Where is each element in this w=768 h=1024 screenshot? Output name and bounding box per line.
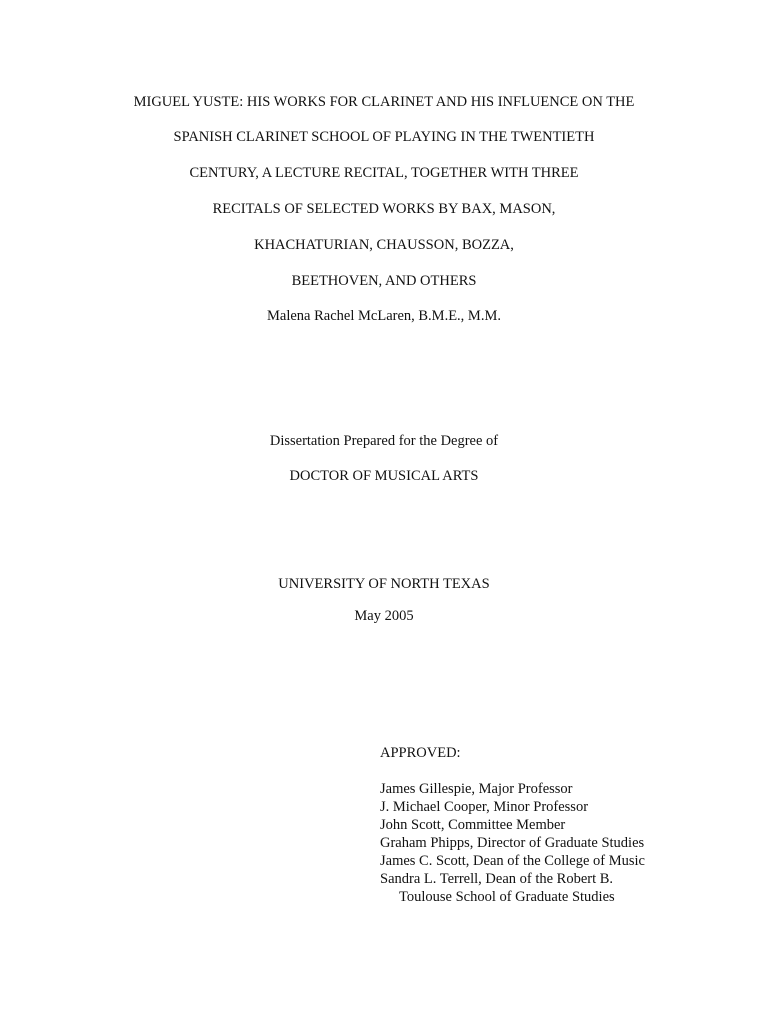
university-name: UNIVERSITY OF NORTH TEXAS [278, 576, 490, 592]
title-line-6: BEETHOVEN, AND OTHERS [291, 273, 477, 289]
title-line-3: CENTURY, A LECTURE RECITAL, TOGETHER WITH THREE [189, 165, 579, 181]
committee-member: James Gillespie, Major Professor [380, 781, 573, 797]
title-line-5: KHACHATURIAN, CHAUSSON, BOZZA, [254, 237, 514, 253]
author-name: Malena Rachel McLaren, B.M.E., M.M. [267, 308, 501, 324]
title-line-2: SPANISH CLARINET SCHOOL OF PLAYING IN THE TWENTIETH [173, 129, 595, 145]
committee-member: John Scott, Committee Member [380, 817, 566, 833]
degree-name: DOCTOR OF MUSICAL ARTS [289, 468, 479, 484]
degree-statement: Dissertation Prepared for the Degree of [269, 433, 499, 449]
committee-member: Graham Phipps, Director of Graduate Studies [380, 835, 645, 851]
committee-member-continuation: Toulouse School of Graduate Studies [399, 889, 615, 905]
committee-member: James C. Scott, Dean of the College of Music [380, 853, 645, 869]
title-line-1: MIGUEL YUSTE: HIS WORKS FOR CLARINET AND HIS INFLUENCE ON THE [133, 94, 635, 110]
approval-heading: APPROVED: [380, 745, 461, 761]
committee-member: J. Michael Cooper, Minor Professor [380, 799, 589, 815]
committee-member: Sandra L. Terrell, Dean of the Robert B. [380, 871, 614, 887]
submission-date: May 2005 [354, 608, 414, 624]
title-line-4: RECITALS OF SELECTED WORKS BY BAX, MASON, [212, 201, 556, 217]
